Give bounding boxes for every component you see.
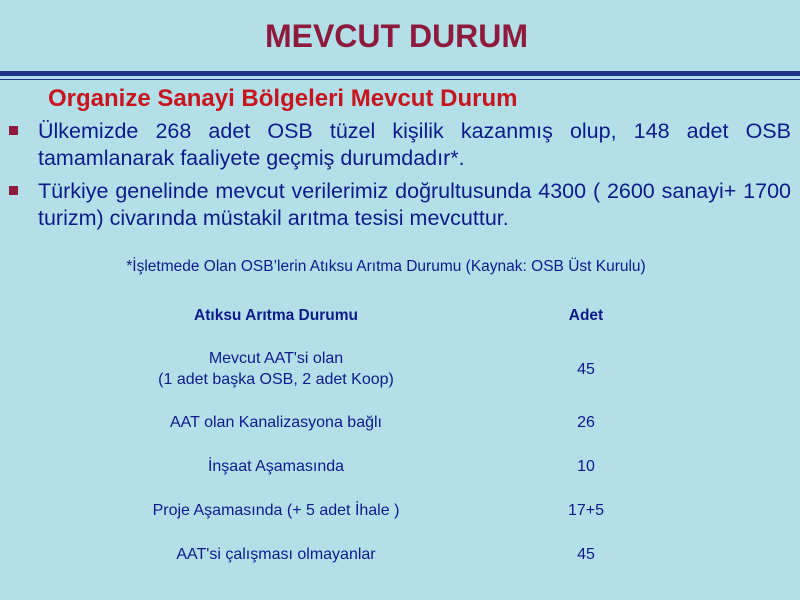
- status-cell: AAT'si çalışması olmayanlar: [176, 545, 376, 563]
- status-cell: Proje Aşamasında (+ 5 adet İhale ): [152, 501, 400, 519]
- bullet-item: [0, 118, 800, 172]
- status-cell: İnşaat Aşamasında: [207, 457, 345, 475]
- table-row: [82, 444, 702, 488]
- table-row: [82, 338, 702, 400]
- bullet-item: [0, 178, 800, 232]
- status-cell: [82, 338, 470, 400]
- table-row: [82, 488, 702, 532]
- column-header-status: Atıksu Arıtma Durumu: [194, 307, 358, 324]
- count-cell: 45: [577, 545, 595, 563]
- title-divider-thick: [0, 71, 800, 76]
- bullet-list: [0, 118, 800, 238]
- count-cell: 45: [577, 360, 595, 378]
- count-cell: 26: [577, 413, 595, 431]
- bullet-text: Türkiye genelinde mevcut verilerimiz doğrultusunda 4300 ( 2600 sanayi+ 1700 turizm) civarında müstakil arıtma tesisi mevcuttur.: [38, 179, 791, 230]
- square-bullet-icon: [9, 186, 18, 195]
- status-cell-line: Mevcut AAT'si olan: [208, 350, 344, 367]
- column-header-count: Adet: [568, 307, 604, 324]
- table-row: [82, 532, 702, 576]
- slide-subtitle: Organize Sanayi Bölgeleri Mevcut Durum: [48, 85, 518, 112]
- title-divider-thin: [0, 79, 800, 80]
- status-cell-line: (1 adet başka OSB, 2 adet Koop): [158, 371, 394, 388]
- square-bullet-icon: [9, 126, 18, 135]
- status-cell: AAT olan Kanalizasyona bağlı: [170, 413, 382, 431]
- count-cell: 17+5: [567, 501, 605, 519]
- slide-title: MEVCUT DURUM: [264, 18, 529, 54]
- bullet-text: Ülkemizde 268 adet OSB tüzel kişilik kazanmış olup, 148 adet OSB tamamlanarak faaliyete geçmiş durumdadır*.: [38, 119, 791, 170]
- count-cell: 10: [577, 457, 595, 475]
- table-header-row: [82, 294, 702, 338]
- table-row: [82, 400, 702, 444]
- table-caption: *İşletmede Olan OSB’lerin Atıksu Arıtma Durumu (Kaynak: OSB Üst Kurulu): [126, 258, 646, 275]
- treatment-status-table: [82, 294, 702, 576]
